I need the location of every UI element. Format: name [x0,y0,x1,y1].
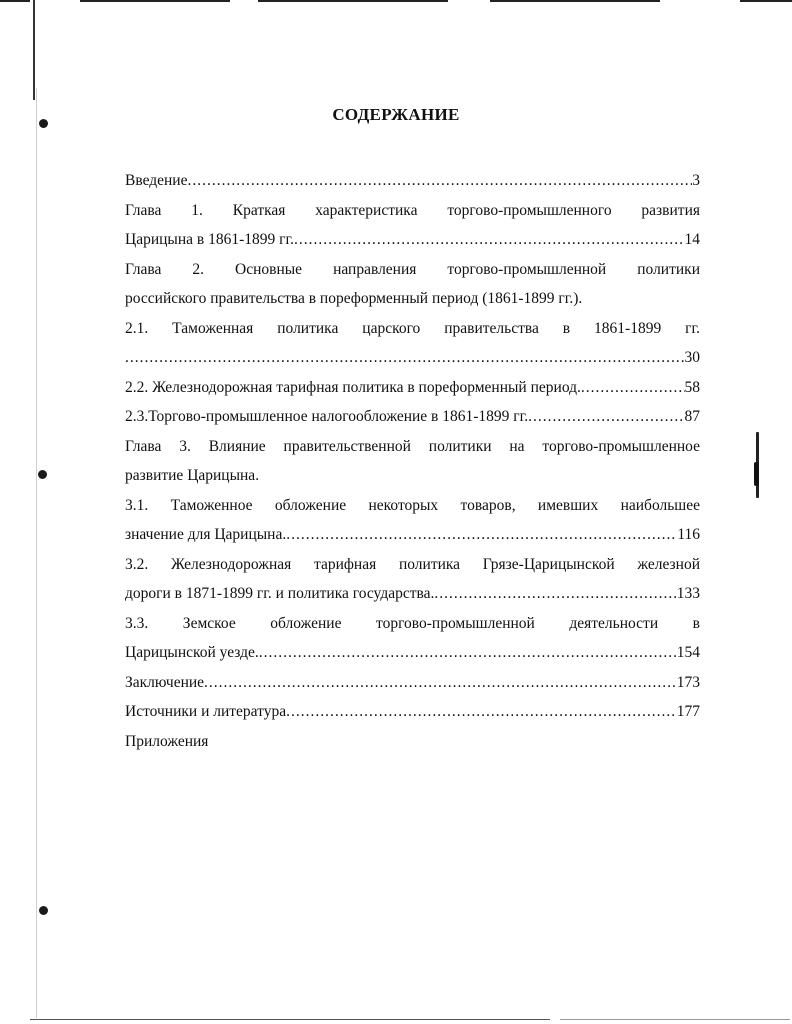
toc-entry-text: Источники и литература [125,703,287,720]
punch-hole-mark [39,906,48,915]
toc-page-number: 58 [684,378,700,396]
scan-top-rule [740,0,792,2]
toc-leader-dots [204,668,677,698]
toc-entry-chapter-2: Глава 2. Основные направления торгово-промышленной политики [125,260,700,278]
toc-leader-dots [286,520,677,550]
page-title: СОДЕРЖАНИЕ [332,105,460,124]
scan-top-rule [258,0,448,2]
toc-entry-introduction [125,166,700,196]
toc-entry-section-3-3-cont [125,638,700,668]
toc-entry-text: дороги в 1871-1899 гг. и политика государства. [125,585,435,602]
toc-page-number: 173 [676,673,700,691]
toc-entry-text: значение для Царицына. [125,526,287,543]
toc-page-number: 30 [684,349,700,366]
toc-page-number: 154 [676,644,700,661]
toc-entry-section-3-2: 3.2. Железнодорожная тарифная политика Грязе-Царицынской железной [125,555,700,573]
toc-entry-section-3-3: 3.3. Земское обложение торгово-промышленной деятельности в [125,614,700,632]
toc-entry-appendices: Приложения [125,732,209,750]
toc-entry-section-2-3 [125,402,700,432]
scan-top-rule [80,0,230,2]
scan-left-edge [33,0,35,100]
toc-entry-chapter-1: Глава 1. Краткая характеристика торгово-промышленного развития [125,201,700,219]
toc-entry-chapter-3-cont: развитие Царицына. [125,467,260,484]
toc-entry-section-3-2-cont [125,579,700,609]
scan-right-mark [754,462,759,486]
toc-entry-text: 2.3.Торгово-промышленное налогообложение в 1861-1899 гг. [125,408,529,425]
table-of-contents [125,166,700,756]
toc-page-number: 14 [684,231,700,248]
toc-entry-conclusion [125,668,700,698]
toc-entry-section-2-1-cont [125,343,700,373]
toc-leader-dots [286,697,677,727]
toc-entry-text: Заключение [125,673,205,691]
toc-entry-chapter-2-cont: российского правительства в пореформенный период (1861-1899 гг.). [125,290,583,307]
toc-page-number: 177 [676,703,700,720]
scan-bottom-rule [30,1019,550,1020]
toc-entry-text: Царицына в 1861-1899 гг. [125,231,294,248]
toc-leader-dots [581,373,685,403]
toc-page-number: 87 [684,408,700,425]
scan-top-rule [490,0,660,2]
toc-leader-dots [294,225,685,255]
toc-leader-dots [434,579,676,609]
toc-page-number: 116 [677,526,700,543]
toc-page-number: 3 [692,172,700,189]
scan-left-edge [36,88,37,1018]
toc-leader-dots [259,638,677,668]
toc-leader-dots [528,402,684,432]
toc-entry-text: 2.2. Железнодорожная тарифная политика в пореформенный период. [125,378,581,396]
toc-entry-section-3-1-cont [125,520,700,550]
toc-entry-chapter-3: Глава 3. Влияние правительственной политики на торгово-промышленное [125,437,700,455]
scan-bottom-rule [560,1019,790,1020]
toc-entry-sources [125,697,700,727]
toc-entry-section-2-2 [125,373,700,403]
toc-leader-dots [187,166,692,196]
toc-page-number: 133 [676,585,700,602]
toc-entry-section-2-1: 2.1. Таможенная политика царского правительства в 1861-1899 гг. [125,319,700,337]
scan-top-rule [0,0,30,2]
toc-entry-chapter-1-cont [125,225,700,255]
toc-leader-dots [125,343,685,373]
toc-entry-text: Введение [125,172,188,189]
punch-hole-mark [38,470,47,479]
toc-entry-section-3-1: 3.1. Таможенное обложение некоторых товаров, имевших наибольшее [125,496,700,514]
toc-entry-text: Царицынской уезде. [125,644,259,661]
